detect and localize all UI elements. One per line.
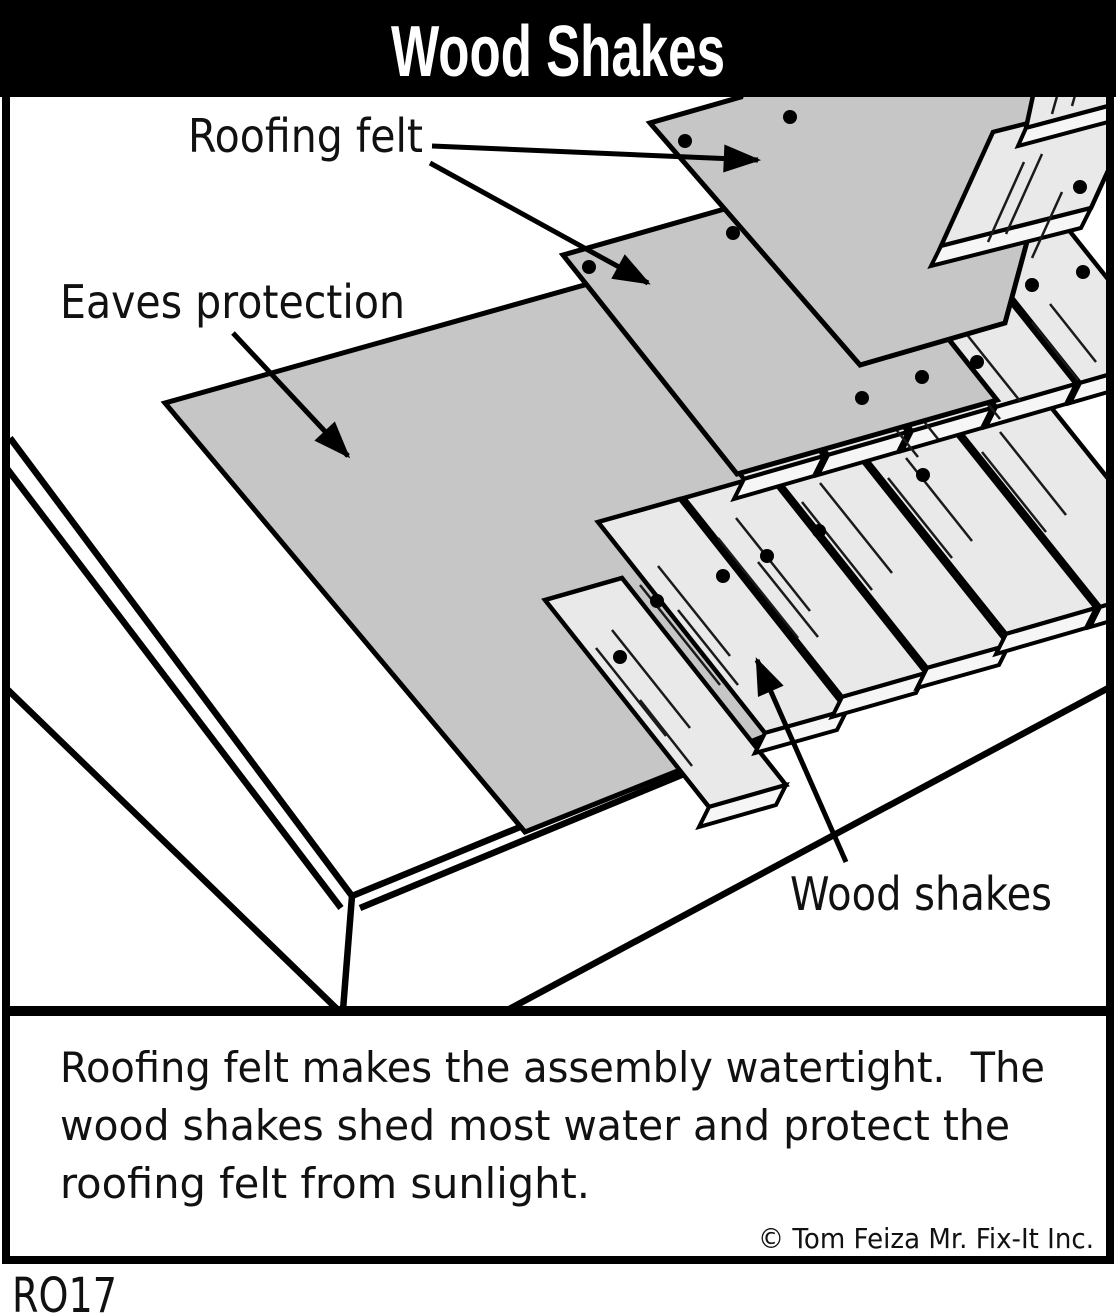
fascia-bottom-left [8, 690, 338, 1010]
page-title: Wood Shakes [391, 12, 725, 92]
caption-box [60, 1043, 1094, 1255]
label-roofing-felt: Roofing felt [188, 109, 423, 163]
label-eaves-protection: Eaves protection [60, 275, 405, 329]
caption-line: Roofing felt makes the assembly watertight. The [60, 1043, 1045, 1092]
arrow-roofing-felt-lower [430, 163, 648, 283]
label-wood-shakes: Wood shakes [790, 867, 1052, 921]
caption-line: roofing felt from sunlight. [60, 1159, 590, 1208]
title-bar [0, 0, 1116, 97]
caption-line: wood shakes shed most water and protect the [60, 1101, 1010, 1150]
figure-code: RO17 [12, 1268, 117, 1316]
caption-credit: © Tom Feiza Mr. Fix-It Inc. [758, 1222, 1094, 1255]
